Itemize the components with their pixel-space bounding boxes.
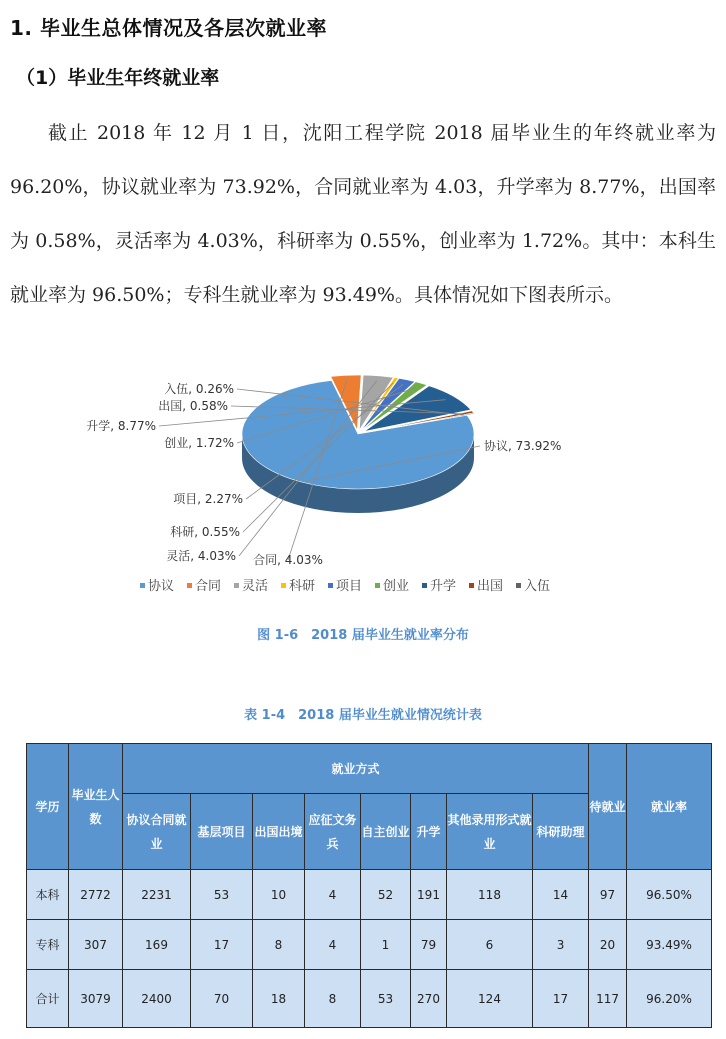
cell-edu: 专科 xyxy=(27,920,69,970)
cell-mode: 1 xyxy=(361,920,411,970)
legend-entry: 科研 xyxy=(289,579,316,594)
cell-mode: 17 xyxy=(191,920,253,970)
pie-data-label: 协议, 73.92% xyxy=(484,439,562,453)
pie-data-label: 创业, 1.72% xyxy=(164,436,234,450)
legend-entry: 入伍 xyxy=(524,579,551,594)
table-caption: 表 1-4 2018 届毕业生就业情况统计表 xyxy=(244,708,482,723)
table-row xyxy=(27,920,712,970)
cell-mode: 191 xyxy=(411,870,447,920)
cell-rate: 93.49% xyxy=(627,920,712,970)
header-edu: 学历 xyxy=(27,744,69,870)
cell-mode: 8 xyxy=(305,970,361,1028)
legend-entry: 合同 xyxy=(195,579,222,594)
cell-edu: 本科 xyxy=(27,870,69,920)
header-mode: 升学 xyxy=(411,794,447,870)
cell-rate: 96.20% xyxy=(627,970,712,1028)
summary-paragraph xyxy=(10,106,716,322)
employment-stats-table xyxy=(26,743,712,1028)
legend-entry: 创业 xyxy=(383,579,410,594)
cell-mode: 18 xyxy=(253,970,305,1028)
employment-pie-chart xyxy=(0,370,726,610)
legend-swatch xyxy=(140,583,145,588)
legend-entry: 项目 xyxy=(336,579,363,594)
header-total: 毕业生人数 xyxy=(69,744,123,870)
cell-mode: 270 xyxy=(411,970,447,1028)
cell-waiting: 20 xyxy=(589,920,627,970)
legend-swatch xyxy=(187,583,192,588)
table-row xyxy=(27,870,712,920)
cell-mode: 53 xyxy=(361,970,411,1028)
legend-swatch xyxy=(328,583,333,588)
cell-mode: 10 xyxy=(253,870,305,920)
cell-mode: 79 xyxy=(411,920,447,970)
legend-entry: 升学 xyxy=(430,579,457,594)
cell-mode: 6 xyxy=(447,920,533,970)
cell-waiting: 117 xyxy=(589,970,627,1028)
cell-total: 2772 xyxy=(69,870,123,920)
pie-data-label: 合同, 4.03% xyxy=(253,553,323,567)
legend-entry: 出国 xyxy=(477,579,504,594)
pie-data-label: 灵活, 4.03% xyxy=(166,549,236,563)
legend-swatch xyxy=(422,583,427,588)
cell-mode: 2400 xyxy=(123,970,191,1028)
pie-data-label: 出国, 0.58% xyxy=(158,399,228,413)
header-mode: 科研助理 xyxy=(533,794,589,870)
cell-total: 3079 xyxy=(69,970,123,1028)
header-mode: 其他录用形式就业 xyxy=(447,794,533,870)
pie-data-label: 项目, 2.27% xyxy=(173,492,243,506)
header-mode: 自主创业 xyxy=(361,794,411,870)
header-mode: 应征文务兵 xyxy=(305,794,361,870)
legend-swatch xyxy=(281,583,286,588)
cell-mode: 118 xyxy=(447,870,533,920)
legend-swatch xyxy=(375,583,380,588)
header-mode: 协议合同就业 xyxy=(123,794,191,870)
legend-swatch xyxy=(469,583,474,588)
header-rate: 就业率 xyxy=(627,744,712,870)
legend-swatch xyxy=(516,583,521,588)
subsection-heading: （1）毕业生年终就业率 xyxy=(16,67,220,89)
figure-caption: 图 1-6 2018 届毕业生就业率分布 xyxy=(257,628,469,643)
summary-text: 截止 2018 年 12 月 1 日，沈阳工程学院 2018 届毕业生的年终就业率为 96.20%，协议就业率为 73.92%，合同就业率为 4.03，升学率为 8.77%，出国率为 0.58%，灵活率为 4.03%，科研率为 0.55%，创业率为 1.72%。其中：本科生就业率为 96.50%；专科生就业率为 93.49%。具体情况如下图表所示。 xyxy=(10,122,716,306)
header-waiting: 待就业 xyxy=(589,744,627,870)
pie-data-label: 入伍, 0.26% xyxy=(164,382,234,396)
header-mode-group: 就业方式 xyxy=(123,744,589,794)
cell-mode: 124 xyxy=(447,970,533,1028)
table-header-row xyxy=(27,744,712,794)
cell-mode: 4 xyxy=(305,920,361,970)
cell-mode: 17 xyxy=(533,970,589,1028)
cell-mode: 169 xyxy=(123,920,191,970)
pie-data-label: 科研, 0.55% xyxy=(170,525,240,539)
legend-entry: 协议 xyxy=(148,579,175,594)
cell-mode: 3 xyxy=(533,920,589,970)
header-mode: 基层项目 xyxy=(191,794,253,870)
pie-data-label: 升学, 8.77% xyxy=(86,419,156,433)
cell-rate: 96.50% xyxy=(627,870,712,920)
cell-mode: 14 xyxy=(533,870,589,920)
cell-mode: 4 xyxy=(305,870,361,920)
cell-mode: 2231 xyxy=(123,870,191,920)
cell-mode: 70 xyxy=(191,970,253,1028)
header-mode: 出国出境 xyxy=(253,794,305,870)
legend-entry: 灵活 xyxy=(242,579,269,594)
cell-waiting: 97 xyxy=(589,870,627,920)
cell-mode: 52 xyxy=(361,870,411,920)
cell-mode: 53 xyxy=(191,870,253,920)
cell-total: 307 xyxy=(69,920,123,970)
cell-mode: 8 xyxy=(253,920,305,970)
table-row-total xyxy=(27,970,712,1028)
cell-edu: 合计 xyxy=(27,970,69,1028)
section-heading: 1. 毕业生总体情况及各层次就业率 xyxy=(10,16,327,40)
legend-swatch xyxy=(234,583,239,588)
